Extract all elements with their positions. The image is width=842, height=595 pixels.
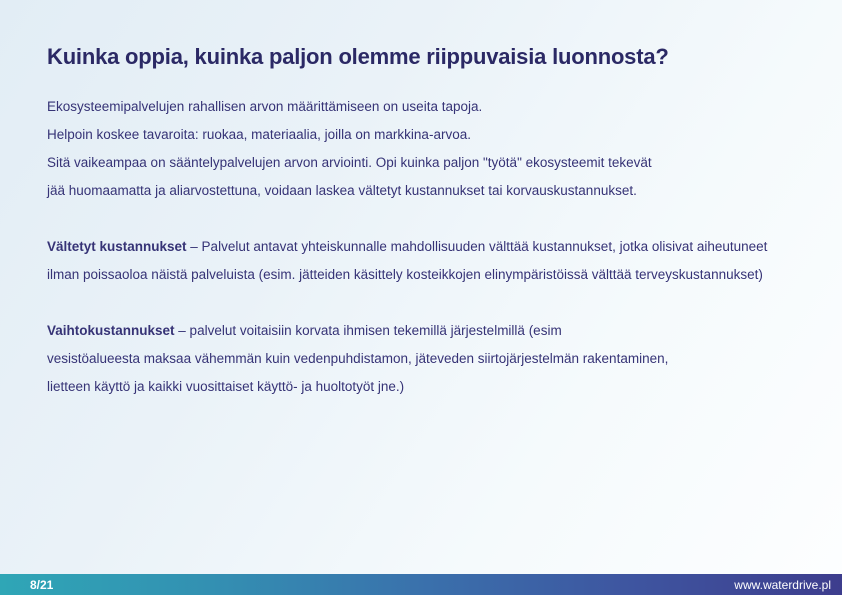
page-indicator: 8/21 — [30, 577, 54, 592]
replacement-costs-term: Vaihtokustannukset — [47, 323, 175, 338]
intro-line-3: Sitä vaikeampaa on sääntelypalvelujen arvon arviointi. Opi kuinka paljon "työtä" ekosysteemit tekevät — [47, 155, 652, 170]
intro-line-1: Ekosysteemipalvelujen rahallisen arvon määrittämiseen on useita tapoja. — [47, 99, 483, 114]
avoided-costs-line-1 — [47, 233, 812, 261]
replacement-costs-line-3: lietteen käyttö ja kaikki vuosittaiset käyttö- ja huoltotyöt jne.) — [47, 379, 405, 394]
intro-line-4: jää huomaamatta ja aliarvostettuna, voidaan laskea vältetyt kustannukset tai korvauskustannukset. — [47, 183, 637, 198]
footer-bar — [0, 574, 842, 595]
replacement-costs-line-2: vesistöalueesta maksaa vähemmän kuin vedenpuhdistamon, jäteveden siirtojärjestelmän rakentaminen, — [47, 351, 669, 366]
slide-body — [47, 93, 812, 429]
intro-line-2: Helpoin koskee tavaroita: ruokaa, materiaalia, joilla on markkina-arvoa. — [47, 127, 471, 142]
avoided-costs-definition: – Palvelut antavat yhteiskunnalle mahdollisuuden välttää kustannukset, jotka olisivat aiheutuneet — [186, 239, 768, 254]
slide-title: Kuinka oppia, kuinka paljon olemme riippuvaisia luonnosta? — [47, 44, 669, 69]
intro-paragraph — [47, 93, 812, 205]
replacement-costs-definition: – palvelut voitaisiin korvata ihmisen tekemillä järjestelmillä (esim — [174, 323, 562, 338]
replacement-costs-paragraph — [47, 317, 812, 401]
avoided-costs-paragraph — [47, 233, 812, 289]
avoided-costs-line-2: ilman poissaoloa näistä palveluista (esim. jätteiden käsittely kosteikkojen elinympäristöissä välttää terveyskustannukset) — [47, 267, 763, 282]
avoided-costs-term: Vältetyt kustannukset — [47, 239, 187, 254]
replacement-costs-line-1 — [47, 317, 812, 345]
website-link[interactable]: www.waterdrive.pl — [734, 577, 831, 592]
